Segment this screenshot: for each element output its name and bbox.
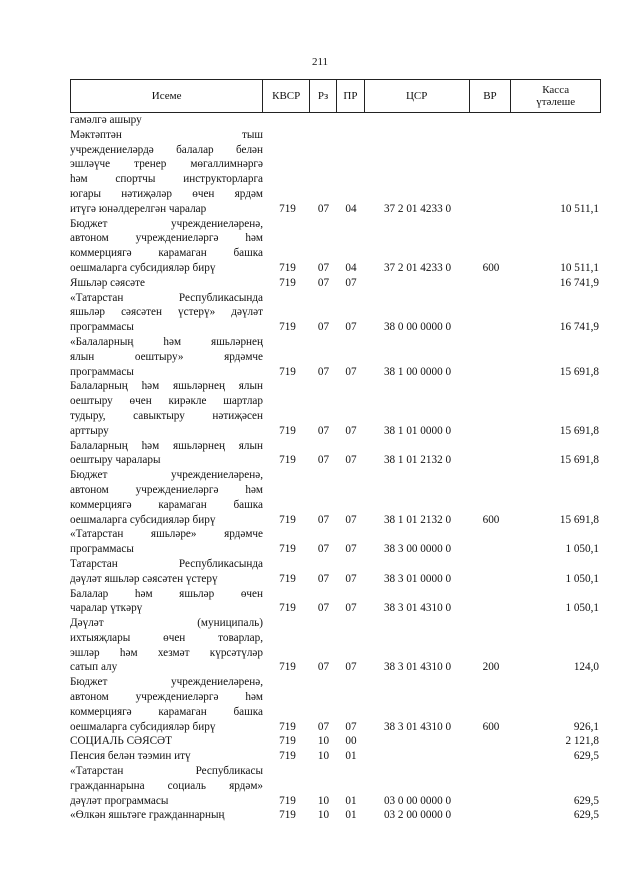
row-name-line: Балаларның һәм яшьләрнең ялын bbox=[70, 439, 263, 452]
cell-kassa: 16 741,9 bbox=[559, 321, 599, 334]
row-name bbox=[70, 557, 263, 587]
cell-kassa: 629,5 bbox=[573, 750, 599, 763]
cell-csr: 03 2 00 0000 0 bbox=[383, 809, 452, 822]
row-name-line: чаралар үткәрү bbox=[70, 602, 143, 615]
row-name-line: коммерциягә карамаган башка bbox=[70, 247, 263, 260]
header-vr: ВР bbox=[470, 80, 512, 112]
row-name-line: гамәлгә ашыру bbox=[70, 114, 142, 126]
row-name-line: коммерциягә карамаган башка bbox=[70, 705, 263, 718]
cell-csr: 38 1 00 0000 0 bbox=[383, 365, 452, 378]
row-name-line: Яшьләр сәясәте bbox=[70, 276, 145, 289]
row-name-line: автоном учреждениеләргә һәм bbox=[70, 691, 263, 704]
cell-rz: 07 bbox=[317, 572, 330, 585]
row-name-line: оешмаларга субсидияләр бирү bbox=[70, 720, 216, 733]
cell-pr: 07 bbox=[345, 513, 357, 526]
cell-kvsr: 719 bbox=[279, 572, 296, 585]
cell-kassa: 2 121,8 bbox=[565, 735, 599, 748]
cell-csr: 38 1 01 2132 0 bbox=[383, 513, 452, 526]
table-row bbox=[70, 764, 601, 808]
cell-kassa: 15 691,8 bbox=[559, 424, 599, 437]
cell-csr: 37 2 01 4233 0 bbox=[383, 261, 452, 274]
header-kassa-line1: Касса bbox=[542, 84, 570, 96]
row-name-line: «Балаларның һәм яшьләрнең bbox=[70, 335, 263, 348]
row-name-line: эшләр һәм хезмәт күрсәтүләр bbox=[70, 646, 263, 659]
cell-kvsr: 719 bbox=[279, 720, 296, 733]
row-name-line: оештыру чаралары bbox=[70, 454, 161, 467]
table-row bbox=[70, 587, 601, 617]
row-name bbox=[70, 439, 263, 469]
cell-kassa: 15 691,8 bbox=[559, 513, 599, 526]
row-name-line: «Татарстан Республикасы bbox=[70, 765, 263, 778]
cell-rz: 07 bbox=[317, 424, 330, 437]
cell-kvsr: 719 bbox=[279, 261, 296, 274]
table-row bbox=[70, 439, 601, 469]
cell-pr: 01 bbox=[345, 809, 357, 822]
row-name-line: оештыру өчен кирәкле шартлар bbox=[70, 395, 263, 408]
row-name-line: «Өлкән яшьтәге гражданнарның bbox=[70, 809, 225, 822]
row-name-line: коммерциягә карамаган башка bbox=[70, 498, 263, 511]
header-pr: ПР bbox=[337, 80, 365, 112]
row-name-line: ялын оештыру» ярдәмче bbox=[70, 350, 263, 363]
cell-pr: 07 bbox=[345, 543, 357, 556]
cell-rz: 10 bbox=[317, 809, 330, 822]
table-row bbox=[70, 749, 601, 764]
cell-kvsr: 719 bbox=[279, 276, 296, 289]
table-row bbox=[70, 379, 601, 438]
row-name-line: Татарстан Республикасында bbox=[70, 557, 263, 570]
cell-pr: 07 bbox=[345, 276, 357, 289]
table-row bbox=[70, 557, 601, 587]
cell-vr: 600 bbox=[482, 261, 500, 274]
cell-kassa: 1 050,1 bbox=[565, 602, 599, 615]
table-row bbox=[70, 217, 601, 276]
row-name-line: гражданнарына социаль ярдәм» bbox=[70, 779, 263, 792]
row-name-line: дәүләт программасы bbox=[70, 794, 169, 807]
cell-csr: 38 1 01 2132 0 bbox=[383, 454, 452, 467]
cell-vr: 600 bbox=[482, 720, 500, 733]
cell-vr: 600 bbox=[482, 513, 500, 526]
cell-rz: 07 bbox=[317, 661, 330, 674]
cell-csr: 38 3 01 0000 0 bbox=[383, 572, 452, 585]
row-name-line: программасы bbox=[70, 543, 134, 556]
table-row bbox=[70, 527, 601, 557]
cell-csr: 38 1 01 0000 0 bbox=[383, 424, 452, 437]
row-name-line: арттыру bbox=[70, 424, 109, 437]
cell-kvsr: 719 bbox=[279, 735, 296, 748]
header-rz: Рз bbox=[310, 80, 337, 112]
cell-pr: 07 bbox=[345, 365, 357, 378]
table-body bbox=[70, 113, 601, 823]
row-name bbox=[70, 291, 263, 335]
row-name-line: оешмаларга субсидияләр бирү bbox=[70, 513, 216, 526]
row-name-line: Мәктәптән тыш bbox=[70, 128, 263, 141]
cell-rz: 10 bbox=[317, 750, 330, 763]
row-name bbox=[70, 128, 263, 217]
cell-kassa: 629,5 bbox=[573, 809, 599, 822]
row-name-line: автоном учреждениеләргә һәм bbox=[70, 232, 263, 245]
cell-kvsr: 719 bbox=[279, 750, 296, 763]
row-name-line: һәм спортчы инструкторларга bbox=[70, 173, 263, 186]
header-kassa-line2: үтәлеше bbox=[536, 96, 576, 108]
row-name-line: дәүләт яшьләр сәясәтен үстерү bbox=[70, 572, 218, 585]
header-csr: ЦСР bbox=[365, 80, 470, 112]
cell-rz: 07 bbox=[317, 513, 330, 526]
cell-rz: 07 bbox=[317, 454, 330, 467]
table-row bbox=[70, 335, 601, 379]
cell-kassa: 16 741,9 bbox=[559, 276, 599, 289]
cell-kassa: 15 691,8 bbox=[559, 365, 599, 378]
cell-rz: 07 bbox=[317, 202, 330, 215]
cell-pr: 07 bbox=[345, 424, 357, 437]
table-row bbox=[70, 468, 601, 527]
row-name-line: эшләүче тренер мөгаллимнәргә bbox=[70, 158, 263, 171]
row-name bbox=[70, 335, 263, 379]
cell-rz: 07 bbox=[317, 720, 330, 733]
row-name bbox=[70, 527, 263, 557]
cell-kassa: 926,1 bbox=[573, 720, 599, 733]
cell-rz: 10 bbox=[317, 735, 330, 748]
cell-rz: 07 bbox=[317, 365, 330, 378]
header-kassa bbox=[511, 80, 600, 112]
header-kvsr: КВСР bbox=[263, 80, 310, 112]
cell-csr: 38 0 00 0000 0 bbox=[383, 321, 452, 334]
cell-kvsr: 719 bbox=[279, 202, 296, 215]
cell-kvsr: 719 bbox=[279, 424, 296, 437]
cell-vr: 200 bbox=[482, 661, 500, 674]
row-name bbox=[70, 808, 263, 823]
cell-kvsr: 719 bbox=[279, 794, 296, 807]
table-row bbox=[70, 616, 601, 675]
cell-pr: 07 bbox=[345, 454, 357, 467]
row-name bbox=[70, 217, 263, 276]
table-row bbox=[70, 675, 601, 734]
cell-rz: 07 bbox=[317, 602, 330, 615]
row-name-line: ихтыяҗлары өчен товарлар, bbox=[70, 631, 263, 644]
cell-kvsr: 719 bbox=[279, 321, 296, 334]
cell-kassa: 10 511,1 bbox=[560, 202, 599, 215]
row-name-line: Пенсия белән тәэмин итү bbox=[70, 750, 191, 763]
row-name bbox=[70, 764, 263, 808]
cell-pr: 00 bbox=[345, 735, 357, 748]
row-name bbox=[70, 616, 263, 675]
row-name-line: Бюджет учреждениеләренә, bbox=[70, 217, 263, 230]
row-name-line: югары нәтиҗәләр өчен ярдәм bbox=[70, 187, 263, 200]
table-row bbox=[70, 808, 601, 823]
row-name bbox=[70, 276, 263, 291]
cell-pr: 04 bbox=[345, 261, 357, 274]
row-name-line: Дәүләт (муниципаль) bbox=[70, 617, 263, 630]
row-name-line: Балалар һәм яшьләр өчен bbox=[70, 587, 263, 600]
table-row bbox=[70, 291, 601, 335]
row-name-line: автоном учреждениеләргә һәм bbox=[70, 483, 263, 496]
cell-kvsr: 719 bbox=[279, 661, 296, 674]
table-row bbox=[70, 276, 601, 291]
cell-pr: 04 bbox=[345, 202, 357, 215]
cell-rz: 07 bbox=[317, 543, 330, 556]
row-name-line: «Татарстан яшьләре» ярдәмче bbox=[70, 528, 263, 541]
row-name bbox=[70, 113, 263, 128]
cell-kvsr: 719 bbox=[279, 809, 296, 822]
row-name-line: оешмаларга субсидияләр бирү bbox=[70, 261, 216, 274]
row-name bbox=[70, 749, 263, 764]
table-row bbox=[70, 113, 601, 128]
cell-pr: 07 bbox=[345, 720, 357, 733]
header-name: Исеме bbox=[71, 80, 263, 112]
table-header bbox=[70, 79, 601, 113]
row-name-line: СОЦИАЛЬ СӘЯСӘТ bbox=[70, 735, 172, 748]
row-name-line: Балаларның һәм яшьләрнең ялын bbox=[70, 380, 263, 393]
row-name-line: учреждениеләрдә балалар белән bbox=[70, 143, 263, 156]
cell-kassa: 15 691,8 bbox=[559, 454, 599, 467]
cell-pr: 07 bbox=[345, 321, 357, 334]
cell-kvsr: 719 bbox=[279, 543, 296, 556]
row-name-line: «Татарстан Республикасында bbox=[70, 291, 263, 304]
cell-csr: 38 3 01 4310 0 bbox=[383, 720, 452, 733]
table-row bbox=[70, 128, 601, 217]
cell-kvsr: 719 bbox=[279, 365, 296, 378]
row-name-line: яшьләр сәясәтен үстерү» дәүләт bbox=[70, 306, 263, 319]
cell-csr: 03 0 00 0000 0 bbox=[383, 794, 452, 807]
cell-csr: 38 3 00 0000 0 bbox=[383, 543, 452, 556]
row-name bbox=[70, 675, 263, 734]
cell-pr: 01 bbox=[345, 750, 357, 763]
row-name bbox=[70, 379, 263, 438]
row-name-line: Бюджет учреждениеләренә, bbox=[70, 469, 263, 482]
page-number: 211 bbox=[311, 56, 329, 68]
cell-csr: 38 3 01 4310 0 bbox=[383, 602, 452, 615]
cell-kassa: 1 050,1 bbox=[565, 572, 599, 585]
row-name bbox=[70, 587, 263, 617]
cell-csr: 37 2 01 4233 0 bbox=[383, 202, 452, 215]
row-name bbox=[70, 734, 263, 749]
row-name-line: тудыру, савыктыру нәтиҗәсен bbox=[70, 409, 263, 422]
cell-pr: 07 bbox=[345, 572, 357, 585]
table-row bbox=[70, 734, 601, 749]
row-name bbox=[70, 468, 263, 527]
cell-kassa: 629,5 bbox=[573, 794, 599, 807]
row-name-line: программасы bbox=[70, 321, 134, 334]
cell-kassa: 1 050,1 bbox=[565, 543, 599, 556]
cell-rz: 10 bbox=[317, 794, 330, 807]
cell-rz: 07 bbox=[317, 276, 330, 289]
cell-pr: 07 bbox=[345, 661, 357, 674]
cell-kvsr: 719 bbox=[279, 602, 296, 615]
cell-csr: 38 3 01 4310 0 bbox=[383, 661, 452, 674]
row-name-line: итүгә юнәлдерелгән чаралар bbox=[70, 202, 207, 215]
cell-pr: 01 bbox=[345, 794, 357, 807]
row-name-line: Бюджет учреждениеләренә, bbox=[70, 676, 263, 689]
cell-kvsr: 719 bbox=[279, 454, 296, 467]
cell-kvsr: 719 bbox=[279, 513, 296, 526]
row-name-line: сатып алу bbox=[70, 661, 118, 674]
row-name-line: программасы bbox=[70, 365, 134, 378]
cell-rz: 07 bbox=[317, 321, 330, 334]
cell-rz: 07 bbox=[317, 261, 330, 274]
cell-pr: 07 bbox=[345, 602, 357, 615]
cell-kassa: 124,0 bbox=[573, 661, 599, 674]
cell-kassa: 10 511,1 bbox=[560, 261, 599, 274]
